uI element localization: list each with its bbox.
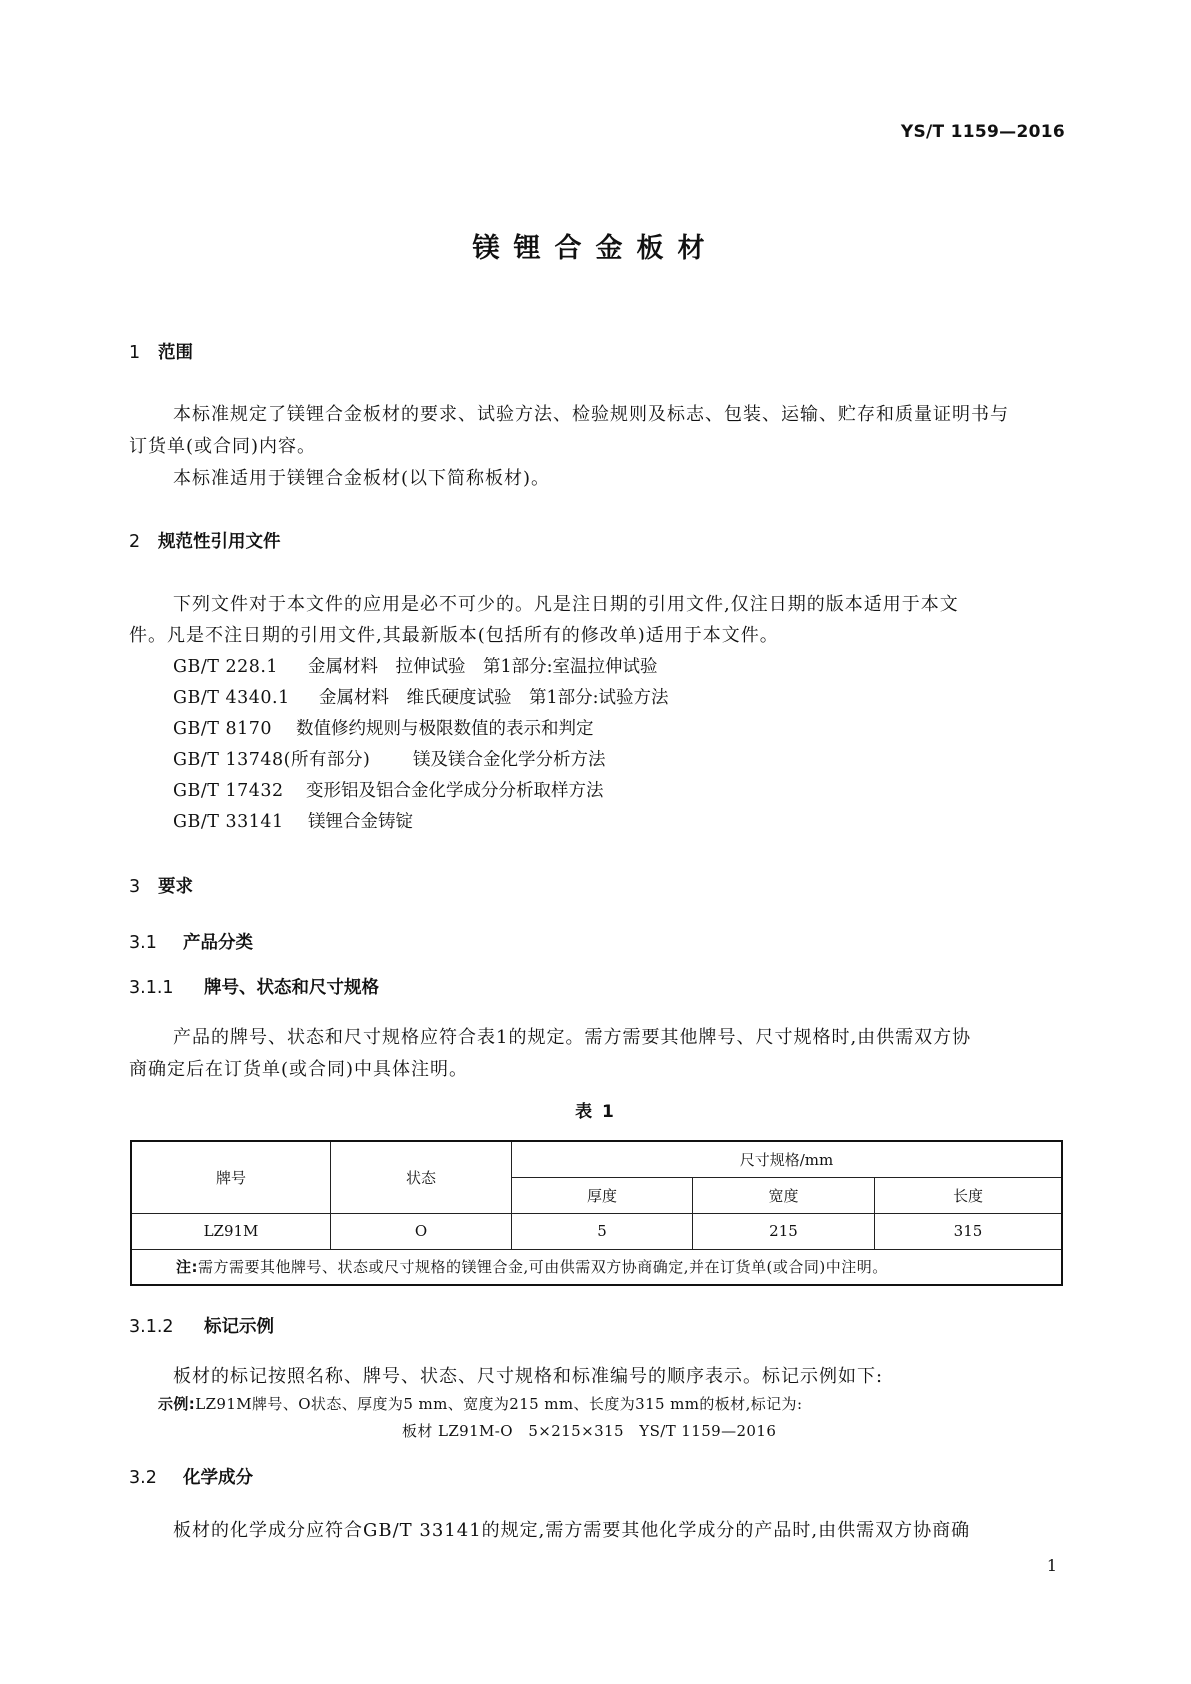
paragraph: 订货单(或合同)内容。 bbox=[129, 436, 317, 457]
cell-width: 215 bbox=[693, 1213, 875, 1249]
section-3-heading bbox=[129, 873, 193, 898]
section-title: 产品分类 bbox=[183, 933, 253, 953]
table-row bbox=[131, 1213, 1062, 1249]
header-length: 长度 bbox=[875, 1177, 1063, 1213]
example bbox=[158, 1393, 802, 1414]
section-number: 1 bbox=[129, 343, 141, 363]
reference-name: 金属材料 维氏硬度试验 第1部分:试验方法 bbox=[319, 688, 669, 708]
example-mark: 板材 LZ91M-O 5×215×315 YS/T 1159—2016 bbox=[402, 1422, 777, 1440]
section-title: 化学成分 bbox=[183, 1468, 253, 1488]
page-number: 1 bbox=[1046, 1556, 1057, 1575]
section-1-heading bbox=[129, 339, 193, 364]
table-note bbox=[131, 1249, 1062, 1285]
note-text: 需方需要其他牌号、状态或尺寸规格的镁锂合金,可由供需双方协商确定,并在订货单(或合同)中注明。 bbox=[198, 1258, 888, 1277]
paragraph: 板材的标记按照名称、牌号、状态、尺寸规格和标准编号的顺序表示。标记示例如下: bbox=[173, 1366, 884, 1387]
header-state: 状态 bbox=[331, 1141, 512, 1213]
example-label: 示例: bbox=[158, 1395, 196, 1413]
standard-number: YS/T 1159—2016 bbox=[900, 122, 1065, 142]
reference-item bbox=[173, 808, 413, 833]
document-title: 镁锂合金板材 bbox=[472, 233, 719, 264]
section-number: 3.2 bbox=[129, 1468, 157, 1488]
section-title: 标记示例 bbox=[204, 1317, 274, 1337]
reference-item bbox=[173, 715, 594, 740]
reference-code: GB/T 17432 bbox=[173, 781, 284, 801]
reference-item bbox=[173, 684, 669, 709]
cell-thickness: 5 bbox=[512, 1213, 693, 1249]
cell-state: O bbox=[331, 1213, 512, 1249]
header-grade: 牌号 bbox=[131, 1141, 331, 1213]
reference-item bbox=[173, 653, 658, 678]
reference-code: GB/T 13748(所有部分) bbox=[173, 750, 371, 770]
section-title: 规范性引用文件 bbox=[158, 532, 281, 552]
reference-name: 镁及镁合金化学分析方法 bbox=[413, 750, 606, 770]
reference-code: GB/T 33141 bbox=[173, 812, 284, 832]
reference-code: GB/T 4340.1 bbox=[173, 688, 290, 708]
section-2-heading bbox=[129, 528, 281, 553]
paragraph: 商确定后在订货单(或合同)中具体注明。 bbox=[129, 1059, 469, 1080]
section-number: 3.1.2 bbox=[129, 1317, 174, 1337]
paragraph: 件。凡是不注日期的引用文件,其最新版本(包括所有的修改单)适用于本文件。 bbox=[129, 625, 779, 646]
cell-grade: LZ91M bbox=[131, 1213, 331, 1249]
paragraph: 本标准适用于镁锂合金板材(以下简称板材)。 bbox=[173, 468, 551, 489]
reference-name: 镁锂合金铸锭 bbox=[308, 812, 413, 832]
note-label: 注: bbox=[176, 1258, 198, 1277]
section-number: 3.1 bbox=[129, 933, 157, 953]
cell-length: 315 bbox=[875, 1213, 1063, 1249]
reference-code: GB/T 228.1 bbox=[173, 657, 279, 677]
section-3-2-heading bbox=[129, 1464, 253, 1489]
header-size: 尺寸规格/mm bbox=[512, 1141, 1063, 1177]
section-title: 范围 bbox=[158, 343, 193, 363]
table-caption: 表 1 bbox=[575, 1102, 616, 1122]
section-title: 牌号、状态和尺寸规格 bbox=[204, 978, 379, 998]
section-title: 要求 bbox=[158, 877, 193, 897]
paragraph: 产品的牌号、状态和尺寸规格应符合表1的规定。需方需要其他牌号、尺寸规格时,由供需双方协 bbox=[173, 1027, 972, 1048]
section-3-1-2-heading bbox=[129, 1313, 274, 1338]
example-text: LZ91M牌号、O状态、厚度为5 mm、宽度为215 mm、长度为315 mm的板材,标记为: bbox=[195, 1395, 803, 1413]
section-3-1-1-heading bbox=[129, 974, 379, 999]
reference-name: 变形铝及铝合金化学成分分析取样方法 bbox=[306, 781, 604, 801]
section-3-1-heading bbox=[129, 929, 253, 954]
section-number: 3.1.1 bbox=[129, 978, 174, 998]
paragraph: 本标准规定了镁锂合金板材的要求、试验方法、检验规则及标志、包装、运输、贮存和质量证明书与 bbox=[173, 404, 1009, 425]
paragraph: 下列文件对于本文件的应用是必不可少的。凡是注日期的引用文件,仅注日期的版本适用于本文 bbox=[173, 594, 959, 615]
section-number: 2 bbox=[129, 532, 141, 552]
reference-name: 数值修约规则与极限数值的表示和判定 bbox=[296, 719, 594, 739]
reference-name: 金属材料 拉伸试验 第1部分:室温拉伸试验 bbox=[308, 657, 658, 677]
table-1 bbox=[130, 1140, 1063, 1286]
section-number: 3 bbox=[129, 877, 141, 897]
header-thickness: 厚度 bbox=[512, 1177, 693, 1213]
reference-item bbox=[173, 777, 604, 802]
header-width: 宽度 bbox=[693, 1177, 875, 1213]
paragraph: 板材的化学成分应符合GB/T 33141的规定,需方需要其他化学成分的产品时,由供需双方协商确 bbox=[173, 1520, 971, 1541]
reference-item bbox=[173, 746, 606, 771]
reference-code: GB/T 8170 bbox=[173, 719, 273, 739]
